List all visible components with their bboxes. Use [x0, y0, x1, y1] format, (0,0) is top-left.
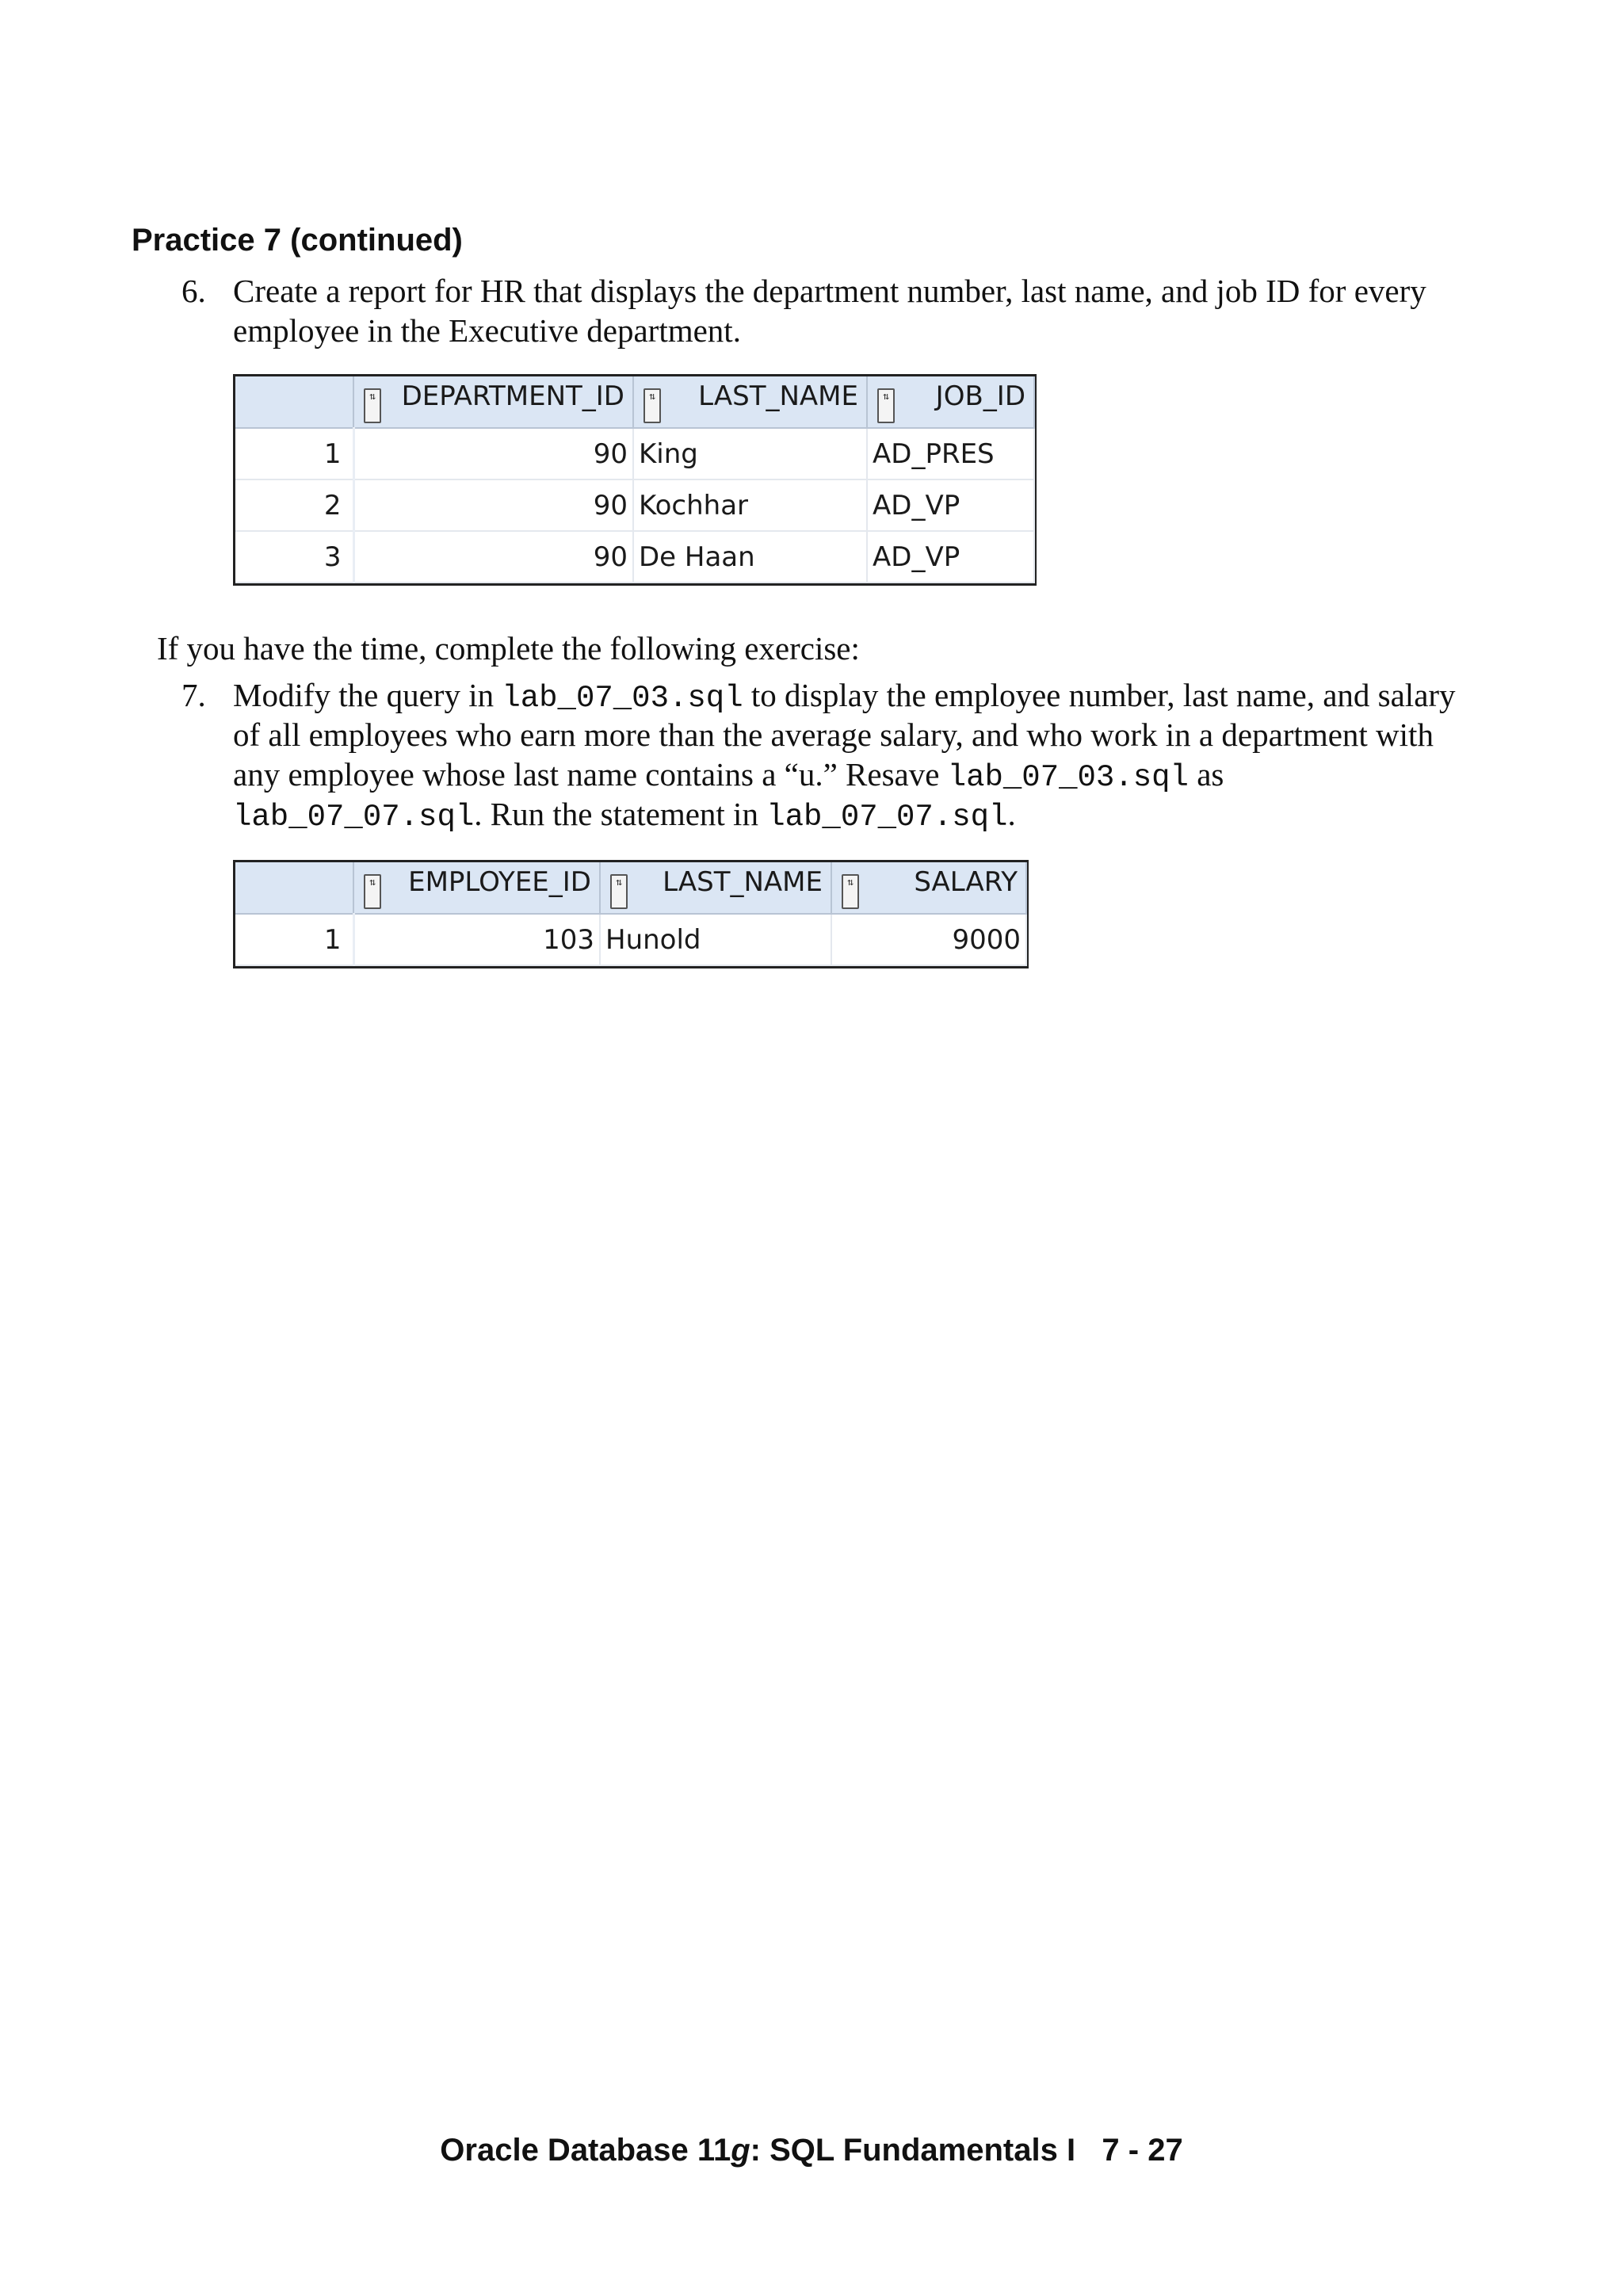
table-row[interactable] [235, 479, 1034, 531]
page-heading: Practice 7 (continued) [132, 223, 463, 258]
cell-department-id[interactable]: 90 [353, 531, 633, 583]
row-number: 1 [235, 428, 353, 479]
column-header-department-id[interactable]: ⇅ DEPARTMENT_ID [353, 376, 633, 428]
sort-icon[interactable]: ⇅ [842, 874, 859, 909]
column-header-last-name[interactable]: ⇅ LAST_NAME [633, 376, 867, 428]
results-grid-1 [233, 374, 1037, 586]
question-7-line-2: of all employees who earn more than the average salary, and who work in a department with [233, 716, 1434, 753]
cell-job-id[interactable]: AD_VP [867, 479, 1034, 531]
question-6-line-2: employee in the Executive department. [233, 312, 741, 349]
table-row[interactable] [235, 914, 1026, 965]
question-7-line-1: Modify the query in lab_07_03.sql to display the employee number, last name, and salary [233, 677, 1456, 716]
cell-department-id[interactable]: 90 [353, 428, 633, 479]
cell-last-name[interactable]: Kochhar [633, 479, 867, 531]
code-filename: lab_07_07.sql [233, 800, 475, 835]
code-filename: lab_07_03.sql [502, 681, 743, 716]
cell-employee-id[interactable]: 103 [353, 914, 600, 965]
table-row[interactable] [235, 531, 1034, 583]
table-row[interactable] [235, 428, 1034, 479]
cell-job-id[interactable]: AD_VP [867, 531, 1034, 583]
column-header-salary[interactable]: ⇅ SALARY [831, 862, 1026, 914]
page-footer: Oracle Database 11g: SQL Fundamentals I 7 - 27 [440, 2133, 1183, 2168]
column-header-last-name[interactable]: ⇅ LAST_NAME [600, 862, 831, 914]
sort-icon[interactable]: ⇅ [877, 388, 895, 423]
sort-icon[interactable]: ⇅ [364, 388, 381, 423]
row-number-header [235, 376, 353, 428]
cell-job-id[interactable]: AD_PRES [867, 428, 1034, 479]
optional-exercise-intro: If you have the time, complete the following exercise: [157, 630, 860, 667]
row-number-header [235, 862, 353, 914]
code-filename: lab_07_07.sql [766, 800, 1008, 835]
cell-last-name[interactable]: Hunold [600, 914, 831, 965]
row-number: 3 [235, 531, 353, 583]
grid-header-row [235, 376, 1034, 428]
cell-last-name[interactable]: King [633, 428, 867, 479]
cell-last-name[interactable]: De Haan [633, 531, 867, 583]
question-7-line-3: any employee whose last name contains a “u.” Resave lab_07_03.sql as [233, 756, 1224, 795]
question-7-number: 7. [181, 677, 206, 713]
row-number: 2 [235, 479, 353, 531]
question-7-line-4: lab_07_07.sql. Run the statement in lab_07_07.sql. [233, 796, 1016, 835]
sort-icon[interactable]: ⇅ [610, 874, 628, 909]
grid-header-row [235, 862, 1026, 914]
cell-department-id[interactable]: 90 [353, 479, 633, 531]
column-header-job-id[interactable]: ⇅ JOB_ID [867, 376, 1034, 428]
results-grid-2 [233, 860, 1029, 968]
sort-icon[interactable]: ⇅ [643, 388, 661, 423]
sort-icon[interactable]: ⇅ [364, 874, 381, 909]
cell-salary[interactable]: 9000 [831, 914, 1026, 965]
column-header-employee-id[interactable]: ⇅ EMPLOYEE_ID [353, 862, 600, 914]
row-number: 1 [235, 914, 353, 965]
question-6-line-1: Create a report for HR that displays the department number, last name, and job ID for every [233, 273, 1426, 309]
code-filename: lab_07_03.sql [947, 760, 1189, 795]
question-6-number: 6. [181, 273, 206, 309]
